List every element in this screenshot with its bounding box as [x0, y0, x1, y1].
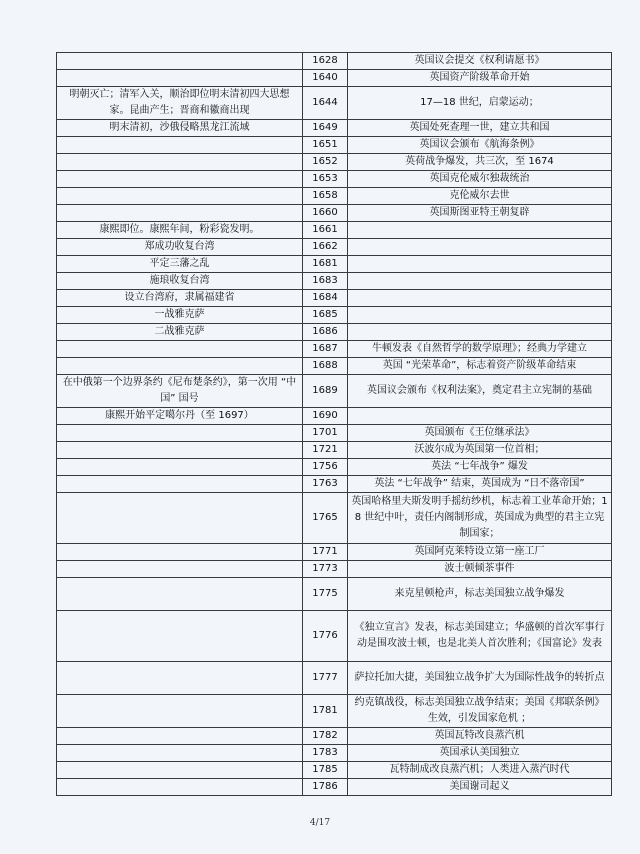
year-cell: 1781	[303, 695, 348, 728]
year-cell: 1721	[303, 442, 348, 459]
table-row	[57, 493, 612, 544]
world-event-cell: 克伦威尔去世	[348, 188, 612, 205]
china-event-cell	[57, 662, 303, 695]
year-cell: 1685	[303, 307, 348, 324]
china-event-cell: 设立台湾府，隶属福建省	[57, 290, 303, 307]
table-row	[57, 154, 612, 171]
year-cell: 1786	[303, 779, 348, 796]
china-event-cell: 二战雅克萨	[57, 324, 303, 341]
world-event-cell: 英法 “七年战争” 爆发	[348, 459, 612, 476]
world-event-cell	[348, 256, 612, 273]
china-event-cell: 一战雅克萨	[57, 307, 303, 324]
china-event-cell	[57, 442, 303, 459]
year-cell: 1763	[303, 476, 348, 493]
world-event-cell: 牛顿发表《自然哲学的数学原理》；经典力学建立	[348, 341, 612, 358]
year-cell: 1651	[303, 137, 348, 154]
china-event-cell: 施琅收复台湾	[57, 273, 303, 290]
world-event-cell: 英国资产阶级革命开始	[348, 70, 612, 87]
china-event-cell: 康熙开始平定噶尔丹（至 1697）	[57, 408, 303, 425]
year-cell: 1765	[303, 493, 348, 544]
table-row	[57, 256, 612, 273]
year-cell: 1756	[303, 459, 348, 476]
year-cell: 1661	[303, 222, 348, 239]
table-row	[57, 273, 612, 290]
world-event-cell: 英法 “七年战争” 结束，英国成为 “日不落帝国”	[348, 476, 612, 493]
table-row	[57, 611, 612, 662]
world-event-cell	[348, 239, 612, 256]
table-row	[57, 290, 612, 307]
world-event-cell: 英国斯图亚特王朝复辟	[348, 205, 612, 222]
year-cell: 1782	[303, 728, 348, 745]
page-number: 4/17	[309, 818, 331, 828]
china-event-cell: 郑成功收复台湾	[57, 239, 303, 256]
year-cell: 1662	[303, 239, 348, 256]
world-event-cell	[348, 222, 612, 239]
world-event-cell	[348, 290, 612, 307]
world-event-cell: 沃波尔成为英国第一位首相；	[348, 442, 612, 459]
world-event-cell: 英荷战争爆发，共三次，至 1674	[348, 154, 612, 171]
table-row	[57, 375, 612, 408]
table-row	[57, 358, 612, 375]
year-cell: 1628	[303, 53, 348, 70]
table-row	[57, 341, 612, 358]
year-cell: 1652	[303, 154, 348, 171]
table-row	[57, 779, 612, 796]
table-row	[57, 188, 612, 205]
world-event-cell	[348, 408, 612, 425]
china-event-cell	[57, 476, 303, 493]
world-event-cell: 来克星顿枪声，标志美国独立战争爆发	[348, 578, 612, 611]
china-event-cell	[57, 358, 303, 375]
world-event-cell: 英国克伦威尔独裁统治	[348, 171, 612, 188]
table-row	[57, 120, 612, 137]
table-row	[57, 578, 612, 611]
china-event-cell	[57, 171, 303, 188]
table-row	[57, 695, 612, 728]
world-event-cell	[348, 324, 612, 341]
world-event-cell: 英国处死查理一世，建立共和国	[348, 120, 612, 137]
china-event-cell	[57, 728, 303, 745]
china-event-cell	[57, 493, 303, 544]
table-row	[57, 53, 612, 70]
world-event-cell: 萨拉托加大捷，美国独立战争扩大为国际性战争的转折点	[348, 662, 612, 695]
world-event-cell: 英国瓦特改良蒸汽机	[348, 728, 612, 745]
china-event-cell	[57, 745, 303, 762]
table-row	[57, 324, 612, 341]
china-event-cell	[57, 544, 303, 561]
world-event-cell: 英国议会提交《权利请愿书》	[348, 53, 612, 70]
china-event-cell: 明朝灭亡；清军入关，顺治即位明末清初四大思想家。昆曲产生；晋商和徽商出现	[57, 87, 303, 120]
year-cell: 1701	[303, 425, 348, 442]
world-event-cell: 美国谢司起义	[348, 779, 612, 796]
world-event-cell: 英国议会颁布《权利法案》，奠定君主立宪制的基础	[348, 375, 612, 408]
world-event-cell: 英国哈格里夫斯发明手摇纺纱机，标志着工业革命开始；18 世纪中叶，责任内阁制形成，英国成为典型的君主立宪制国家；	[348, 493, 612, 544]
china-event-cell	[57, 154, 303, 171]
world-event-cell: 英国颁布《王位继承法》	[348, 425, 612, 442]
world-event-cell: 《独立宣言》发表，标志美国建立；华盛顿的首次军事行动是围攻波士顿，也是北美人首次胜利；《国富论》发表	[348, 611, 612, 662]
china-event-cell: 在中俄第一个边界条约《尼布楚条约》，第一次用 “中国” 国号	[57, 375, 303, 408]
china-event-cell	[57, 611, 303, 662]
year-cell: 1775	[303, 578, 348, 611]
table-row	[57, 442, 612, 459]
year-cell: 1689	[303, 375, 348, 408]
china-event-cell: 明末清初，沙俄侵略黑龙江流域	[57, 120, 303, 137]
china-event-cell: 康熙即位。康熙年间，粉彩瓷发明。	[57, 222, 303, 239]
world-event-cell: 瓦特制成改良蒸汽机；人类进入蒸汽时代	[348, 762, 612, 779]
table-row	[57, 425, 612, 442]
world-event-cell: 英国承认美国独立	[348, 745, 612, 762]
world-event-cell: 英国议会颁布《航海条例》	[348, 137, 612, 154]
table-row	[57, 762, 612, 779]
year-cell: 1683	[303, 273, 348, 290]
table-row	[57, 239, 612, 256]
year-cell: 1653	[303, 171, 348, 188]
table-row	[57, 87, 612, 120]
china-event-cell	[57, 205, 303, 222]
year-cell: 1686	[303, 324, 348, 341]
table-row	[57, 459, 612, 476]
table-row	[57, 171, 612, 188]
world-event-cell	[348, 307, 612, 324]
year-cell: 1771	[303, 544, 348, 561]
china-event-cell	[57, 70, 303, 87]
table-row	[57, 728, 612, 745]
china-event-cell	[57, 779, 303, 796]
year-cell: 1644	[303, 87, 348, 120]
world-event-cell: 英国阿克莱特设立第一座工厂	[348, 544, 612, 561]
year-cell: 1776	[303, 611, 348, 662]
world-event-cell	[348, 273, 612, 290]
china-event-cell	[57, 762, 303, 779]
table-row	[57, 745, 612, 762]
year-cell: 1687	[303, 341, 348, 358]
china-event-cell	[57, 188, 303, 205]
year-cell: 1660	[303, 205, 348, 222]
year-cell: 1773	[303, 561, 348, 578]
table-row	[57, 561, 612, 578]
china-event-cell	[57, 459, 303, 476]
table-row	[57, 408, 612, 425]
year-cell: 1690	[303, 408, 348, 425]
timeline-body	[57, 53, 612, 796]
year-cell: 1640	[303, 70, 348, 87]
year-cell: 1777	[303, 662, 348, 695]
timeline-table	[56, 52, 612, 796]
year-cell: 1681	[303, 256, 348, 273]
year-cell: 1649	[303, 120, 348, 137]
year-cell: 1684	[303, 290, 348, 307]
china-event-cell: 平定三藩之乱	[57, 256, 303, 273]
china-event-cell	[57, 578, 303, 611]
table-row	[57, 544, 612, 561]
table-row	[57, 205, 612, 222]
year-cell: 1783	[303, 745, 348, 762]
world-event-cell: 波士顿倾茶事件	[348, 561, 612, 578]
table-row	[57, 70, 612, 87]
china-event-cell	[57, 695, 303, 728]
year-cell: 1785	[303, 762, 348, 779]
table-row	[57, 662, 612, 695]
table-row	[57, 137, 612, 154]
china-event-cell	[57, 53, 303, 70]
world-event-cell: 17—18 世纪，启蒙运动；	[348, 87, 612, 120]
table-row	[57, 307, 612, 324]
world-event-cell: 英国 “光荣革命”，标志着资产阶级革命结束	[348, 358, 612, 375]
table-row	[57, 476, 612, 493]
year-cell: 1658	[303, 188, 348, 205]
year-cell: 1688	[303, 358, 348, 375]
china-event-cell	[57, 425, 303, 442]
table-row	[57, 222, 612, 239]
china-event-cell	[57, 137, 303, 154]
china-event-cell	[57, 341, 303, 358]
china-event-cell	[57, 561, 303, 578]
world-event-cell: 约克镇战役，标志美国独立战争结束；美国《邦联条例》生效，引发国家危机 ；	[348, 695, 612, 728]
